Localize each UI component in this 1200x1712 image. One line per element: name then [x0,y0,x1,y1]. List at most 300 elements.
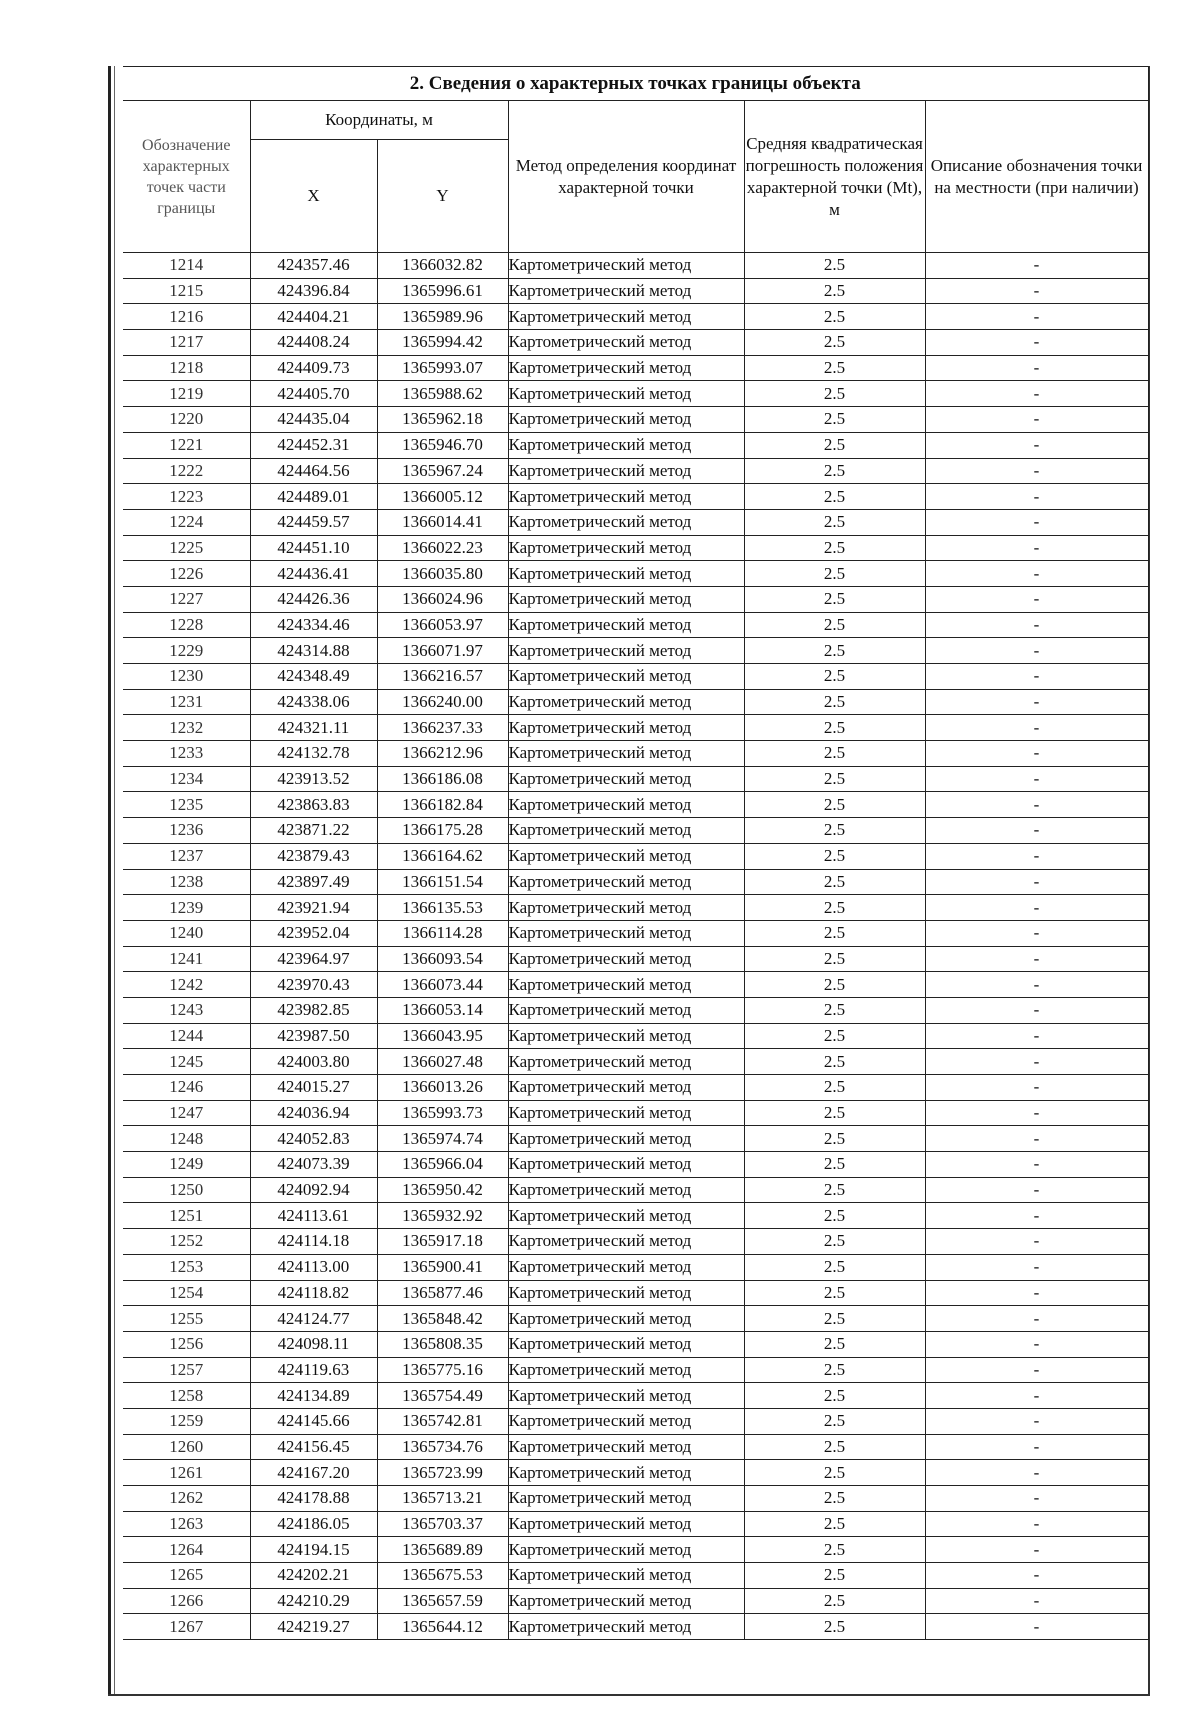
table-row [123,843,1148,869]
x-coordinate-cell: 424036.94 [250,1100,377,1126]
y-coordinate-cell: 1365644.12 [377,1614,508,1640]
y-coordinate-cell: 1366182.84 [377,792,508,818]
error-cell: 2.5 [744,1511,925,1537]
method-cell: Картометрический метод [508,1588,744,1614]
table-row [123,1254,1148,1280]
error-cell: 2.5 [744,818,925,844]
point-id-cell: 1248 [123,1126,250,1152]
point-id-cell: 1252 [123,1229,250,1255]
point-id-cell: 1246 [123,1075,250,1101]
error-cell: 2.5 [744,1383,925,1409]
description-cell: - [925,1306,1148,1332]
method-cell: Картометрический метод [508,818,744,844]
table-row [123,484,1148,510]
x-coordinate-cell: 424338.06 [250,689,377,715]
method-cell: Картометрический метод [508,1203,744,1229]
page-frame-left-inner [114,66,115,1696]
table-row [123,561,1148,587]
method-cell: Картометрический метод [508,407,744,433]
table-row [123,920,1148,946]
description-cell: - [925,509,1148,535]
description-cell: - [925,484,1148,510]
table-row [123,1460,1148,1486]
error-cell: 2.5 [744,612,925,638]
method-cell: Картометрический метод [508,586,744,612]
table-row [123,1383,1148,1409]
point-id-cell: 1241 [123,946,250,972]
error-cell: 2.5 [744,1434,925,1460]
error-cell: 2.5 [744,484,925,510]
x-coordinate-cell: 424134.89 [250,1383,377,1409]
error-cell: 2.5 [744,741,925,767]
description-cell: - [925,1280,1148,1306]
description-cell: - [925,458,1148,484]
description-cell: - [925,818,1148,844]
description-cell: - [925,895,1148,921]
y-coordinate-cell: 1365742.81 [377,1408,508,1434]
error-cell: 2.5 [744,381,925,407]
method-cell: Картометрический метод [508,1254,744,1280]
method-cell: Картометрический метод [508,664,744,690]
error-cell: 2.5 [744,766,925,792]
method-cell: Картометрический метод [508,381,744,407]
point-id-cell: 1237 [123,843,250,869]
error-cell: 2.5 [744,1460,925,1486]
table-row [123,586,1148,612]
error-cell: 2.5 [744,1331,925,1357]
x-coordinate-cell: 423987.50 [250,1023,377,1049]
table-row [123,1357,1148,1383]
x-coordinate-cell: 424459.57 [250,509,377,535]
y-coordinate-cell: 1366240.00 [377,689,508,715]
error-cell: 2.5 [744,586,925,612]
method-cell: Картометрический метод [508,1023,744,1049]
method-cell: Картометрический метод [508,1357,744,1383]
header-x: X [250,140,377,253]
table-row [123,1049,1148,1075]
error-cell: 2.5 [744,1254,925,1280]
x-coordinate-cell: 423952.04 [250,920,377,946]
method-cell: Картометрический метод [508,278,744,304]
x-coordinate-cell: 423964.97 [250,946,377,972]
table-body [123,253,1148,1640]
description-cell: - [925,1563,1148,1589]
x-coordinate-cell: 424132.78 [250,741,377,767]
error-cell: 2.5 [744,407,925,433]
method-cell: Картометрический метод [508,1460,744,1486]
x-coordinate-cell: 424405.70 [250,381,377,407]
table-row [123,1023,1148,1049]
y-coordinate-cell: 1365808.35 [377,1331,508,1357]
x-coordinate-cell: 424113.00 [250,1254,377,1280]
description-cell: - [925,1075,1148,1101]
error-cell: 2.5 [744,432,925,458]
y-coordinate-cell: 1365754.49 [377,1383,508,1409]
header-error: Средняя квадратическая погрешность положения характерной точки (Mt), м [744,101,925,253]
x-coordinate-cell: 423871.22 [250,818,377,844]
point-id-cell: 1220 [123,407,250,433]
x-coordinate-cell: 424114.18 [250,1229,377,1255]
y-coordinate-cell: 1366164.62 [377,843,508,869]
method-cell: Картометрический метод [508,330,744,356]
point-id-cell: 1217 [123,330,250,356]
y-coordinate-cell: 1365775.16 [377,1357,508,1383]
method-cell: Картометрический метод [508,1306,744,1332]
error-cell: 2.5 [744,278,925,304]
description-cell: - [925,1511,1148,1537]
method-cell: Картометрический метод [508,766,744,792]
method-cell: Картометрический метод [508,1614,744,1640]
point-id-cell: 1231 [123,689,250,715]
description-cell: - [925,1331,1148,1357]
method-cell: Картометрический метод [508,1229,744,1255]
y-coordinate-cell: 1365877.46 [377,1280,508,1306]
y-coordinate-cell: 1365994.42 [377,330,508,356]
y-coordinate-cell: 1366032.82 [377,253,508,279]
y-coordinate-cell: 1366024.96 [377,586,508,612]
x-coordinate-cell: 424409.73 [250,355,377,381]
error-cell: 2.5 [744,792,925,818]
table-row [123,1408,1148,1434]
page-frame-left [108,66,111,1696]
point-id-cell: 1257 [123,1357,250,1383]
table-row [123,355,1148,381]
description-cell: - [925,1460,1148,1486]
table-row [123,253,1148,279]
y-coordinate-cell: 1365962.18 [377,407,508,433]
error-cell: 2.5 [744,458,925,484]
error-cell: 2.5 [744,997,925,1023]
description-cell: - [925,1408,1148,1434]
method-cell: Картометрический метод [508,869,744,895]
description-cell: - [925,638,1148,664]
table-row [123,1511,1148,1537]
method-cell: Картометрический метод [508,638,744,664]
header-method: Метод определения координат характерной точки [508,101,744,253]
x-coordinate-cell: 424098.11 [250,1331,377,1357]
error-cell: 2.5 [744,920,925,946]
method-cell: Картометрический метод [508,997,744,1023]
error-cell: 2.5 [744,1100,925,1126]
error-cell: 2.5 [744,1203,925,1229]
description-cell: - [925,535,1148,561]
point-id-cell: 1227 [123,586,250,612]
table-row [123,664,1148,690]
y-coordinate-cell: 1366043.95 [377,1023,508,1049]
table-row [123,869,1148,895]
point-id-cell: 1229 [123,638,250,664]
y-coordinate-cell: 1365689.89 [377,1537,508,1563]
x-coordinate-cell: 424145.66 [250,1408,377,1434]
description-cell: - [925,1126,1148,1152]
description-cell: - [925,1049,1148,1075]
x-coordinate-cell: 423863.83 [250,792,377,818]
y-coordinate-cell: 1365996.61 [377,278,508,304]
y-coordinate-cell: 1366114.28 [377,920,508,946]
description-cell: - [925,715,1148,741]
table-row [123,1280,1148,1306]
x-coordinate-cell: 424113.61 [250,1203,377,1229]
point-id-cell: 1263 [123,1511,250,1537]
method-cell: Картометрический метод [508,920,744,946]
y-coordinate-cell: 1366053.97 [377,612,508,638]
y-coordinate-cell: 1365723.99 [377,1460,508,1486]
point-id-cell: 1266 [123,1588,250,1614]
y-coordinate-cell: 1366005.12 [377,484,508,510]
method-cell: Картометрический метод [508,689,744,715]
point-id-cell: 1242 [123,972,250,998]
description-cell: - [925,920,1148,946]
y-coordinate-cell: 1366237.33 [377,715,508,741]
point-id-cell: 1222 [123,458,250,484]
method-cell: Картометрический метод [508,1486,744,1512]
description-cell: - [925,664,1148,690]
point-id-cell: 1259 [123,1408,250,1434]
description-cell: - [925,869,1148,895]
y-coordinate-cell: 1365703.37 [377,1511,508,1537]
table-row [123,1126,1148,1152]
x-coordinate-cell: 424426.36 [250,586,377,612]
description-cell: - [925,792,1148,818]
table-row [123,432,1148,458]
method-cell: Картометрический метод [508,1331,744,1357]
error-cell: 2.5 [744,843,925,869]
y-coordinate-cell: 1365734.76 [377,1434,508,1460]
method-cell: Картометрический метод [508,1434,744,1460]
description-cell: - [925,407,1148,433]
table-row [123,1537,1148,1563]
table-row [123,1100,1148,1126]
error-cell: 2.5 [744,1126,925,1152]
table-row [123,689,1148,715]
description-cell: - [925,1152,1148,1178]
method-cell: Картометрический метод [508,1075,744,1101]
error-cell: 2.5 [744,1306,925,1332]
x-coordinate-cell: 424118.82 [250,1280,377,1306]
description-cell: - [925,1177,1148,1203]
description-cell: - [925,1357,1148,1383]
error-cell: 2.5 [744,1152,925,1178]
method-cell: Картометрический метод [508,1563,744,1589]
x-coordinate-cell: 424436.41 [250,561,377,587]
table-row [123,818,1148,844]
description-cell: - [925,741,1148,767]
y-coordinate-cell: 1365974.74 [377,1126,508,1152]
point-id-cell: 1226 [123,561,250,587]
method-cell: Картометрический метод [508,715,744,741]
table-row [123,997,1148,1023]
y-coordinate-cell: 1366071.97 [377,638,508,664]
y-coordinate-cell: 1365657.59 [377,1588,508,1614]
point-id-cell: 1221 [123,432,250,458]
point-id-cell: 1235 [123,792,250,818]
y-coordinate-cell: 1365848.42 [377,1306,508,1332]
y-coordinate-cell: 1366053.14 [377,997,508,1023]
method-cell: Картометрический метод [508,972,744,998]
error-cell: 2.5 [744,1563,925,1589]
error-cell: 2.5 [744,1537,925,1563]
error-cell: 2.5 [744,1408,925,1434]
x-coordinate-cell: 423970.43 [250,972,377,998]
error-cell: 2.5 [744,1023,925,1049]
table-row [123,741,1148,767]
error-cell: 2.5 [744,1229,925,1255]
point-id-cell: 1254 [123,1280,250,1306]
table-row [123,766,1148,792]
x-coordinate-cell: 424178.88 [250,1486,377,1512]
error-cell: 2.5 [744,869,925,895]
description-cell: - [925,1383,1148,1409]
section-title: 2. Сведения о характерных точках границы объекта [123,67,1148,101]
table-row [123,1152,1148,1178]
table-row [123,407,1148,433]
method-cell: Картометрический метод [508,1280,744,1306]
description-cell: - [925,612,1148,638]
error-cell: 2.5 [744,561,925,587]
x-coordinate-cell: 424186.05 [250,1511,377,1537]
method-cell: Картометрический метод [508,1177,744,1203]
error-cell: 2.5 [744,535,925,561]
y-coordinate-cell: 1365675.53 [377,1563,508,1589]
x-coordinate-cell: 424003.80 [250,1049,377,1075]
method-cell: Картометрический метод [508,484,744,510]
x-coordinate-cell: 424357.46 [250,253,377,279]
point-id-cell: 1251 [123,1203,250,1229]
x-coordinate-cell: 424194.15 [250,1537,377,1563]
method-cell: Картометрический метод [508,612,744,638]
description-cell: - [925,766,1148,792]
y-coordinate-cell: 1365966.04 [377,1152,508,1178]
description-cell: - [925,1023,1148,1049]
error-cell: 2.5 [744,355,925,381]
error-cell: 2.5 [744,1614,925,1640]
error-cell: 2.5 [744,946,925,972]
point-id-cell: 1230 [123,664,250,690]
point-id-cell: 1262 [123,1486,250,1512]
method-cell: Картометрический метод [508,1049,744,1075]
description-cell: - [925,843,1148,869]
method-cell: Картометрический метод [508,1126,744,1152]
error-cell: 2.5 [744,304,925,330]
y-coordinate-cell: 1365932.92 [377,1203,508,1229]
table-row [123,638,1148,664]
error-cell: 2.5 [744,509,925,535]
x-coordinate-cell: 424210.29 [250,1588,377,1614]
description-cell: - [925,381,1148,407]
point-id-cell: 1260 [123,1434,250,1460]
x-coordinate-cell: 423897.49 [250,869,377,895]
point-id-cell: 1244 [123,1023,250,1049]
point-id-cell: 1219 [123,381,250,407]
table-row [123,612,1148,638]
table-row [123,381,1148,407]
point-id-cell: 1225 [123,535,250,561]
point-id-cell: 1216 [123,304,250,330]
description-cell: - [925,330,1148,356]
y-coordinate-cell: 1366212.96 [377,741,508,767]
x-coordinate-cell: 424015.27 [250,1075,377,1101]
error-cell: 2.5 [744,972,925,998]
x-coordinate-cell: 424396.84 [250,278,377,304]
point-id-cell: 1245 [123,1049,250,1075]
error-cell: 2.5 [744,1486,925,1512]
table-row [123,278,1148,304]
description-cell: - [925,1537,1148,1563]
x-coordinate-cell: 424334.46 [250,612,377,638]
description-cell: - [925,278,1148,304]
method-cell: Картометрический метод [508,1100,744,1126]
y-coordinate-cell: 1366151.54 [377,869,508,895]
method-cell: Картометрический метод [508,1537,744,1563]
description-cell: - [925,1100,1148,1126]
x-coordinate-cell: 423879.43 [250,843,377,869]
description-cell: - [925,355,1148,381]
point-id-cell: 1223 [123,484,250,510]
error-cell: 2.5 [744,330,925,356]
table-row [123,458,1148,484]
y-coordinate-cell: 1366093.54 [377,946,508,972]
description-cell: - [925,304,1148,330]
method-cell: Картометрический метод [508,1383,744,1409]
point-id-cell: 1238 [123,869,250,895]
x-coordinate-cell: 424052.83 [250,1126,377,1152]
point-id-cell: 1233 [123,741,250,767]
method-cell: Картометрический метод [508,561,744,587]
method-cell: Картометрический метод [508,355,744,381]
point-id-cell: 1224 [123,509,250,535]
method-cell: Картометрический метод [508,792,744,818]
point-id-cell: 1218 [123,355,250,381]
description-cell: - [925,997,1148,1023]
point-id-cell: 1214 [123,253,250,279]
description-cell: - [925,1434,1148,1460]
point-id-cell: 1265 [123,1563,250,1589]
table-row [123,1177,1148,1203]
page-frame-bottom [108,1694,1150,1696]
error-cell: 2.5 [744,689,925,715]
table-row [123,535,1148,561]
x-coordinate-cell: 424348.49 [250,664,377,690]
description-cell: - [925,1588,1148,1614]
description-cell: - [925,561,1148,587]
point-id-cell: 1253 [123,1254,250,1280]
table-row [123,1075,1148,1101]
table-row [123,895,1148,921]
y-coordinate-cell: 1366035.80 [377,561,508,587]
table-row [123,1434,1148,1460]
y-coordinate-cell: 1366014.41 [377,509,508,535]
point-id-cell: 1255 [123,1306,250,1332]
table-row [123,946,1148,972]
description-cell: - [925,1203,1148,1229]
error-cell: 2.5 [744,1357,925,1383]
x-coordinate-cell: 424451.10 [250,535,377,561]
x-coordinate-cell: 424092.94 [250,1177,377,1203]
error-cell: 2.5 [744,638,925,664]
y-coordinate-cell: 1365988.62 [377,381,508,407]
y-coordinate-cell: 1366216.57 [377,664,508,690]
y-coordinate-cell: 1366027.48 [377,1049,508,1075]
y-coordinate-cell: 1365989.96 [377,304,508,330]
description-cell: - [925,1229,1148,1255]
table-row [123,715,1148,741]
point-id-cell: 1250 [123,1177,250,1203]
y-coordinate-cell: 1365946.70 [377,432,508,458]
point-id-cell: 1267 [123,1614,250,1640]
x-coordinate-cell: 424156.45 [250,1434,377,1460]
point-id-cell: 1215 [123,278,250,304]
y-coordinate-cell: 1365900.41 [377,1254,508,1280]
